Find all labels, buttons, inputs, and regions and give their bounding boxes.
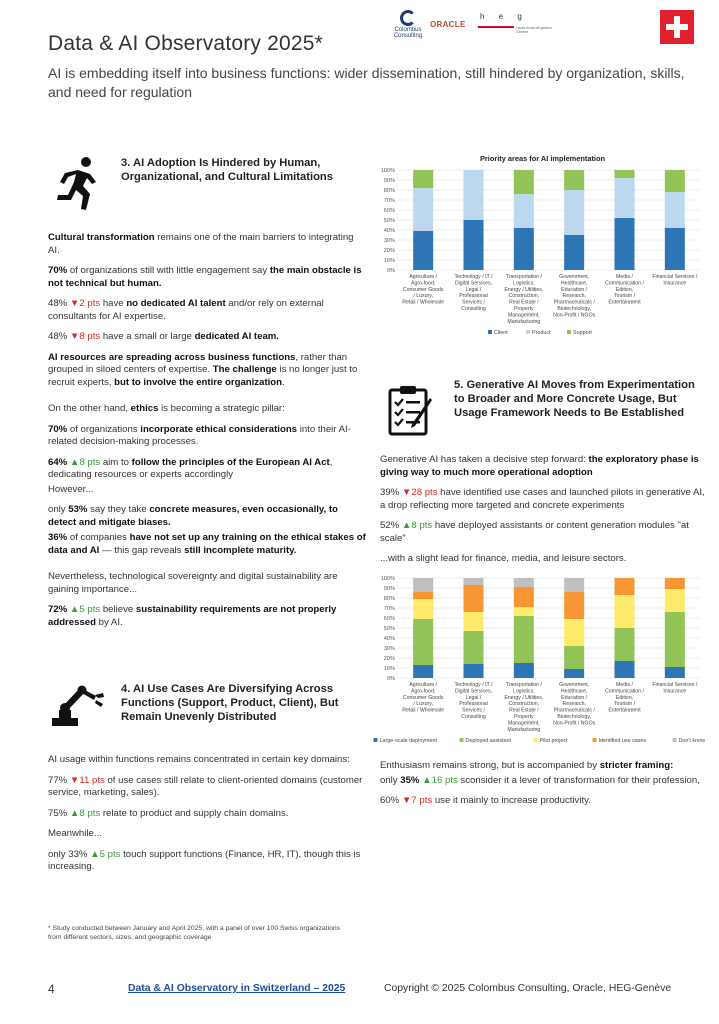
chart1-legend-label: Client xyxy=(494,330,508,336)
chart2-category-label: Technology / IT / xyxy=(454,682,493,688)
chart2-category-label: Biotechnology, xyxy=(557,714,591,720)
section3-paragraph: On the other hand, ethics is becoming a strategic pillar: xyxy=(48,403,285,414)
chart1-category-label: Financial Services / xyxy=(652,274,698,280)
chart2-bar-segment xyxy=(464,664,484,678)
chart2-category-label: Edition, xyxy=(615,694,634,701)
chart2-category-label: Transportation / xyxy=(505,682,542,688)
chart2-bar-segment xyxy=(464,578,484,585)
chart2-bar-segment xyxy=(464,585,484,612)
chart2-category-label: Pharmaceuticals / xyxy=(553,707,595,714)
chart1-category-label: Management, xyxy=(507,312,540,319)
chart2-bar-segment xyxy=(413,599,433,619)
section4-body xyxy=(48,754,366,882)
section4-title: 4. AI Use Cases Are Diversifying Across Functions (Support, Product, Client), But Remain Unevenly Distributed xyxy=(121,683,339,723)
section4-paragraph: AI usage within functions remains concentrated in certain key domains: xyxy=(48,754,350,765)
chart2-bar-segment xyxy=(413,619,433,665)
chart1-category-label: Technology / IT / xyxy=(454,274,493,280)
section5-paragraph: only 35% ▲16 pts sconsider it a lever of transformation for their profession, xyxy=(380,774,700,786)
chart1-category-label: Education / xyxy=(561,286,588,293)
chart1-ytick-label: 50% xyxy=(383,218,395,224)
chart2-bar-segment xyxy=(665,578,685,589)
section5-paragraph: Generative AI has taken a decisive step forward: the exploratory phase is giving way to much more operational adoption xyxy=(380,454,699,478)
section5-paragraph: Enthusiasm remains strong, but is accompanied by stricter framing: xyxy=(380,760,674,771)
chart1-bar-segment xyxy=(615,218,635,270)
chart2-category-label: Insurance xyxy=(663,688,687,695)
chart1-category-label: Manufacturing xyxy=(507,318,541,325)
chart2-category-label: Property xyxy=(514,714,534,720)
chart2-category-label: Non-Profit / NGOs xyxy=(553,720,596,727)
partner-logos xyxy=(380,10,710,46)
chart2-category-label: Manufacturing xyxy=(507,726,541,733)
chart1-bar-segment xyxy=(615,178,635,218)
section3-paragraph: 48% ▼2 pts have no dedicated AI talent and/or rely on external consultants for AI expertise. xyxy=(48,298,324,322)
chart1-ytick-label: 60% xyxy=(383,208,395,214)
chart1-bar-segment xyxy=(564,190,584,235)
section4-paragraph: only 33% ▲5 pts touch support functions (Finance, HR, IT), though this is increasing. xyxy=(48,848,361,872)
section5-body-continued xyxy=(380,760,705,816)
chart2-ytick-label: 90% xyxy=(383,586,395,592)
chart1-category-label: Research, xyxy=(562,293,586,300)
chart1-category-label: Digital Services, xyxy=(454,280,493,287)
section5-paragraph: 60% ▼7 pts use it mainly to increase productivity. xyxy=(380,795,591,806)
chart1-category-label: Media / xyxy=(615,274,634,280)
chart1-category-label: Legal / xyxy=(465,286,482,293)
chart2-category-label: Entertainment xyxy=(608,707,641,714)
chart2-bar-segment xyxy=(464,612,484,631)
colombus-logo-text: Colombus xyxy=(394,27,422,33)
chart2-ytick-label: 0% xyxy=(386,676,395,682)
chart1-ytick-label: 80% xyxy=(383,188,395,194)
chart2-genai-usage xyxy=(370,572,710,752)
section3-paragraph: 72% ▲5 pts believe sustainability requirements are not properly addressed by AI. xyxy=(48,604,337,628)
chart2-category-label: Communication / xyxy=(605,688,644,695)
chart2-bar-segment xyxy=(564,646,584,669)
section3-header xyxy=(121,156,361,184)
chart1-bar-segment xyxy=(564,235,584,270)
chart1-legend-swatch xyxy=(567,330,571,334)
chart1-category-label: Non-Profit / NGOs xyxy=(553,312,596,319)
chart2-category-label: / Luxury, xyxy=(413,701,433,708)
page-subtitle: AI is embedding itself into business functions: wider dissemination, still hindered by organization, skills, and need for regulation xyxy=(48,65,685,100)
swiss-flag-icon xyxy=(660,10,694,44)
chart1-category-label: Professional xyxy=(459,293,488,300)
chart1-category-label: Energy / Utilities, xyxy=(504,286,544,293)
chart2-bar-segment xyxy=(413,578,433,592)
chart1-legend-label: Support xyxy=(573,330,592,336)
chart2-category-label: Digital Services, xyxy=(454,688,493,695)
chart2-bar-segment xyxy=(615,578,635,595)
chart1-bar-segment xyxy=(615,170,635,178)
chart2-category-label: Consumer Goods xyxy=(402,694,444,701)
chart2-legend-swatch xyxy=(460,738,464,742)
colombus-logo-subtext: Consulting xyxy=(393,33,423,39)
chart2-category-label: Media / xyxy=(615,682,634,688)
chart1-bar-segment xyxy=(665,228,685,270)
chart1-bar-segment xyxy=(464,220,484,270)
oracle-logo: ORACLE xyxy=(430,20,466,29)
chart1-category-label: Consumer Goods xyxy=(402,286,444,293)
chart1-bar-segment xyxy=(665,192,685,228)
chart1-category-label: Government, xyxy=(559,274,590,280)
chart2-category-label: Agro-food, xyxy=(411,688,436,695)
chart1-bar-segment xyxy=(413,231,433,270)
heg-logo-text: h e g xyxy=(480,12,528,21)
chart2-ytick-label: 100% xyxy=(380,576,395,582)
chart2-bar-segment xyxy=(665,589,685,612)
chart1-category-label: / Luxury, xyxy=(413,293,433,300)
chart1-category-label: Construction, xyxy=(508,293,540,300)
section5-header xyxy=(454,378,714,420)
section4-paragraph: Meanwhile... xyxy=(48,828,102,839)
chart1-category-label: Transportation / xyxy=(505,274,542,280)
chart1-title: Priority areas for AI implementation xyxy=(480,154,605,163)
chart2-bar-segment xyxy=(514,587,534,607)
chart2-category-label: Construction, xyxy=(508,701,540,708)
chart1-category-label: Edition, xyxy=(615,286,634,293)
chart1-bar-segment xyxy=(564,170,584,190)
heg-logo xyxy=(480,12,552,34)
colombus-logo-icon xyxy=(400,10,416,26)
section4-header xyxy=(121,682,361,724)
chart2-legend-swatch xyxy=(374,738,378,742)
section3-paragraph: 64% ▲8 pts aim to follow the principles of the European AI Act, dedicating resources or experts accordingly xyxy=(48,456,333,480)
chart1-category-label: Entertainment xyxy=(608,299,641,306)
chart2-ytick-label: 20% xyxy=(383,656,395,662)
chart1-category-label: Communication / xyxy=(605,280,644,287)
section5-paragraph: ...with a slight lead for finance, media, and leisure sectors. xyxy=(380,553,627,564)
section3-body xyxy=(48,232,366,637)
chart1-bar-segment xyxy=(413,170,433,188)
chart1-category-label: Logistics, xyxy=(513,280,535,287)
chart1-ytick-label: 20% xyxy=(383,248,395,254)
chart1-bar-segment xyxy=(665,170,685,192)
chart2-bar-segment xyxy=(514,663,534,678)
chart2-category-label: Tourism / xyxy=(613,701,636,708)
chart1-priority-areas xyxy=(370,164,710,344)
chart1-category-label: Insurance xyxy=(663,280,687,287)
page-title: Data & AI Observatory 2025* xyxy=(48,32,324,55)
section5-body xyxy=(380,454,705,574)
chart2-legend-label: Large-scale deployment xyxy=(379,738,438,744)
chart2-legend-label: Identified use cases xyxy=(598,738,647,744)
chart1-category-label: Agriculture / xyxy=(409,274,438,280)
chart2-category-label: Retail / Wholesale xyxy=(402,707,445,714)
chart1-bar-segment xyxy=(413,188,433,231)
chart1-category-label: Pharmaceuticals / xyxy=(553,299,595,306)
chart2-legend-label: Don't know xyxy=(678,738,705,744)
chart2-bar-segment xyxy=(615,661,635,678)
chart1-ytick-label: 0% xyxy=(386,268,395,274)
section3-paragraph: 36% of companies have not set up any training on the ethical stakes of data and AI — this gap reveals still incomplete maturity. xyxy=(48,532,366,556)
section4-paragraph: 77% ▼11 pts of use cases still relate to client-oriented domains (customer service, marketing, sales). xyxy=(48,774,363,798)
chart2-category-label: Consulting xyxy=(461,714,486,720)
chart2-category-label: Management, xyxy=(507,720,540,727)
section5-paragraph: 52% ▲8 pts have deployed assistants or content generation modules "at scale" xyxy=(380,520,689,544)
chart1-ytick-label: 100% xyxy=(380,168,395,174)
chart1-category-label: Property xyxy=(514,306,534,312)
robotic-arm-icon xyxy=(50,684,106,728)
chart2-bar-segment xyxy=(514,578,534,587)
chart1-category-label: Tourism / xyxy=(613,293,636,300)
chart2-category-label: Research, xyxy=(562,701,586,708)
running-person-icon xyxy=(52,156,104,212)
page-number: 4 xyxy=(48,982,55,996)
chart2-category-label: Agriculture / xyxy=(409,682,438,688)
chart2-legend-label: Deployed assistant xyxy=(465,738,512,744)
chart1-ytick-label: 30% xyxy=(383,238,395,244)
chart2-legend-swatch xyxy=(534,738,538,742)
chart2-category-label: Government, xyxy=(559,682,590,688)
heg-logo-subtext: Haute école de gestion Genève xyxy=(516,26,552,34)
footnote: * Study conducted between January and April 2025, with a panel of over 100 Swiss organizations from different sectors, sizes, and geographic coverage xyxy=(48,925,341,942)
chart2-category-label: Energy / Utilities, xyxy=(504,694,544,701)
chart2-bar-segment xyxy=(413,665,433,678)
chart2-bar-segment xyxy=(564,669,584,678)
chart2-ytick-label: 30% xyxy=(383,646,395,652)
section3-paragraph: 70% of organizations incorporate ethical considerations into their AI-related decision-making processes. xyxy=(48,423,351,447)
chart1-category-label: Agro-food, xyxy=(411,280,436,287)
section3-paragraph: 48% ▼8 pts have a small or large dedicated AI team. xyxy=(48,331,279,342)
chart2-bar-segment xyxy=(564,619,584,646)
section4-paragraph: 75% ▲8 pts relate to product and supply chain domains. xyxy=(48,807,289,819)
section3-paragraph: only 53% say they take concrete measures, even occasionally, to detect and mitigate biases. xyxy=(48,504,338,528)
chart2-legend-swatch xyxy=(593,738,597,742)
chart2-bar-segment xyxy=(564,592,584,619)
chart1-ytick-label: 40% xyxy=(383,228,395,234)
chart2-category-label: Legal / xyxy=(465,694,482,701)
chart1-legend-swatch xyxy=(526,330,530,334)
chart2-legend-label: Pilot project xyxy=(539,738,568,744)
section5-paragraph: 39% ▼28 pts have identified use cases and launched pilots in generative AI, a drop reflecting more targeted and concrete experiments xyxy=(380,487,705,511)
chart2-category-label: Financial Services / xyxy=(652,682,698,688)
chart2-category-label: Professional xyxy=(459,701,488,708)
chart1-category-label: Retail / Wholesale xyxy=(402,299,445,306)
section3-paragraph: Nevertheless, technological sovereignty and digital sustainability are gaining importance... xyxy=(48,571,338,595)
chart2-bar-segment xyxy=(615,628,635,661)
section5-title: 5. Generative AI Moves from Experimentation to Broader and More Concrete Usage, But Usage Framework Needs to Be Established xyxy=(454,379,695,419)
chart2-category-label: Education / xyxy=(561,694,588,701)
chart1-bar-segment xyxy=(514,170,534,194)
chart1-bar-segment xyxy=(514,228,534,270)
chart1-bar-segment xyxy=(514,194,534,228)
chart1-ytick-label: 90% xyxy=(383,178,395,184)
chart1-bar-segment xyxy=(464,170,484,220)
chart2-bar-segment xyxy=(564,578,584,592)
chart1-legend-label: Product xyxy=(532,330,551,336)
chart2-category-label: Logistics, xyxy=(513,688,535,695)
chart2-ytick-label: 40% xyxy=(383,636,395,642)
chart1-category-label: Services / xyxy=(462,299,485,306)
chart2-ytick-label: 50% xyxy=(383,626,395,632)
section3-paragraph: 70% of organizations still with little engagement say the main obstacle is not technical but human. xyxy=(48,265,362,289)
chart2-category-label: Services / xyxy=(462,707,485,714)
chart1-legend-swatch xyxy=(488,330,492,334)
colombus-logo xyxy=(388,10,428,39)
clipboard-checklist-icon xyxy=(384,384,432,436)
chart2-ytick-label: 80% xyxy=(383,596,395,602)
chart1-category-label: Biotechnology, xyxy=(557,306,591,312)
chart1-category-label: Healthcare, xyxy=(560,280,588,287)
section3-title: 3. AI Adoption Is Hindered by Human, Organizational, and Cultural Limitations xyxy=(121,157,333,183)
chart1-category-label: Real Estate / xyxy=(508,299,539,306)
chart2-bar-segment xyxy=(665,612,685,667)
chart2-bar-segment xyxy=(413,592,433,599)
chart2-category-label: Healthcare, xyxy=(560,688,588,695)
chart1-ytick-label: 70% xyxy=(383,198,395,204)
section3-paragraph: AI resources are spreading across business functions, rather than grouped in siloed centers of expertise. The challenge is no longer just to recruit experts, but to involve the entire organization. xyxy=(48,351,358,388)
footer-copyright: Copyright © 2025 Colombus Consulting, Oracle, HEG-Genève xyxy=(384,983,672,994)
chart1-ytick-label: 10% xyxy=(383,258,395,264)
chart2-bar-segment xyxy=(665,667,685,678)
chart2-ytick-label: 10% xyxy=(383,666,395,672)
chart2-ytick-label: 70% xyxy=(383,606,395,612)
chart2-bar-segment xyxy=(514,616,534,663)
chart2-ytick-label: 60% xyxy=(383,616,395,622)
chart2-bar-segment xyxy=(464,631,484,664)
chart2-bar-segment xyxy=(615,595,635,628)
chart1-category-label: Consulting xyxy=(461,306,486,312)
section3-paragraph: Cultural transformation remains one of the main barriers to integrating AI. xyxy=(48,232,354,256)
chart2-category-label: Real Estate / xyxy=(508,707,539,714)
chart2-legend-swatch xyxy=(673,738,677,742)
section3-paragraph: However... xyxy=(48,483,94,495)
chart2-bar-segment xyxy=(514,607,534,616)
footer-report-link[interactable]: Data & AI Observatory in Switzerland – 2025 xyxy=(128,983,346,994)
